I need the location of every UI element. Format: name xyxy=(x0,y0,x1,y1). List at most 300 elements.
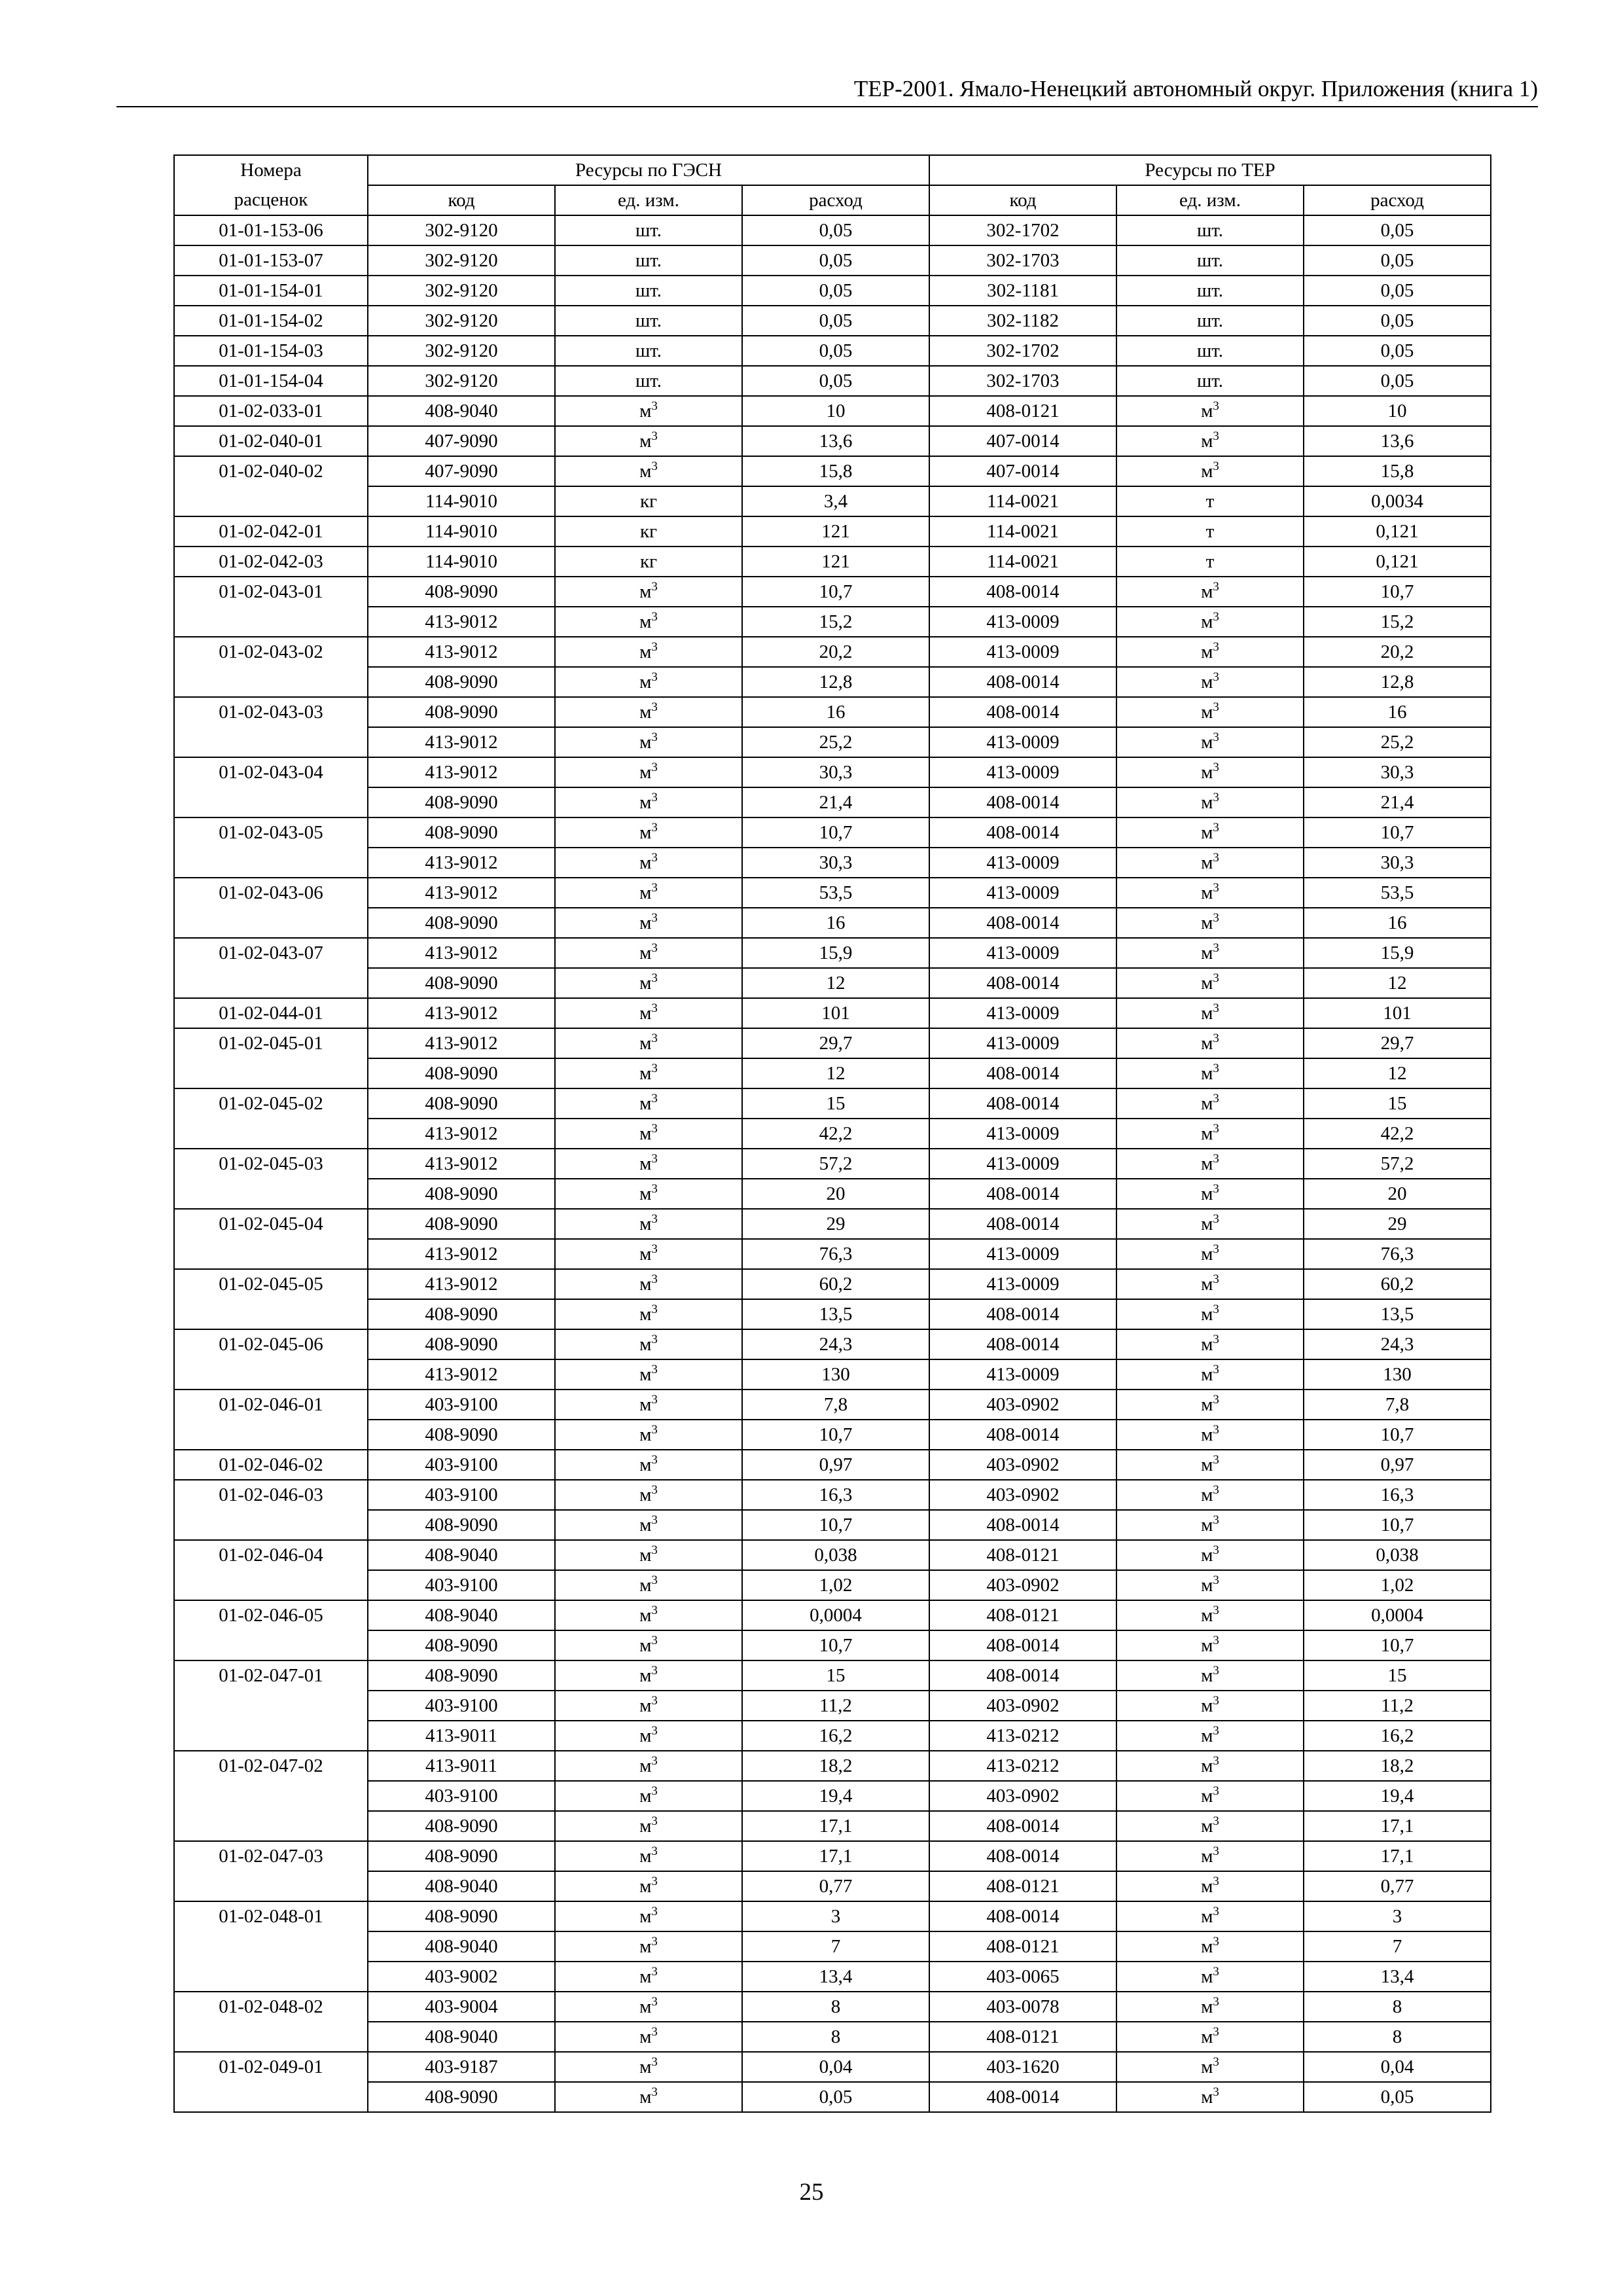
ter-code-cell: 302-1703 xyxy=(929,245,1116,276)
gesn-amount-cell: 30,3 xyxy=(742,848,929,878)
ter-unit-cell: $м^3$ xyxy=(1116,607,1304,637)
ter-code-cell: 408-0014 xyxy=(929,2082,1116,2112)
ter-code-cell: 114-0021 xyxy=(929,547,1116,577)
unit-exponent: 3 xyxy=(651,910,658,925)
gesn-amount-cell: 13,6 xyxy=(742,426,929,456)
table-row xyxy=(174,1931,1491,1962)
gesn-amount-cell: 10,7 xyxy=(742,1630,929,1660)
ter-unit-cell: шт. xyxy=(1116,306,1304,336)
gesn-unit-cell: $м^3$ xyxy=(555,1420,742,1450)
gesn-unit-cell: $м^3$ xyxy=(555,1149,742,1179)
gesn-amount-cell: 1,02 xyxy=(742,1570,929,1600)
unit-exponent: 3 xyxy=(1213,1121,1219,1136)
gesn-amount-cell: 15,8 xyxy=(742,456,929,486)
gesn-amount-cell: 76,3 xyxy=(742,1239,929,1269)
unit-exponent: 3 xyxy=(651,1001,658,1015)
ter-amount-cell: 0,05 xyxy=(1304,215,1491,245)
unit-exponent: 3 xyxy=(1213,1302,1219,1316)
unit-exponent: 3 xyxy=(1213,670,1219,684)
gesn-code-cell: 407-9090 xyxy=(368,456,555,486)
ter-amount-cell: 15 xyxy=(1304,1660,1491,1691)
ter-amount-cell: 0,0034 xyxy=(1304,486,1491,516)
ter-amount-cell: 25,2 xyxy=(1304,727,1491,757)
gesn-code-cell: 413-9012 xyxy=(368,607,555,637)
gesn-unit-cell: кг xyxy=(555,486,742,516)
gesn-unit-cell: $м^3$ xyxy=(555,1450,742,1480)
ter-amount-cell: 0,05 xyxy=(1304,2082,1491,2112)
ter-code-cell: 408-0121 xyxy=(929,1871,1116,1901)
ter-amount-cell: 0,04 xyxy=(1304,2052,1491,2082)
ter-code-cell: 413-0009 xyxy=(929,637,1116,667)
ter-amount-cell: 10,7 xyxy=(1304,1420,1491,1450)
gesn-code-cell: 302-9120 xyxy=(368,366,555,396)
ter-amount-cell: 0,05 xyxy=(1304,276,1491,306)
ter-unit-cell: $м^3$ xyxy=(1116,1540,1304,1570)
ter-unit-cell: $м^3$ xyxy=(1116,1329,1304,1359)
unit-exponent: 3 xyxy=(651,1332,658,1346)
rate-number-cell: 01-02-046-03 xyxy=(174,1480,368,1510)
rate-number-cell xyxy=(174,667,368,697)
unit-exponent: 3 xyxy=(651,1091,658,1105)
gesn-amount-cell: 29 xyxy=(742,1209,929,1239)
ter-amount-cell: 8 xyxy=(1304,1992,1491,2022)
rate-number-cell: 01-01-154-02 xyxy=(174,306,368,336)
unit-exponent: 3 xyxy=(651,1753,658,1768)
unit-exponent: 3 xyxy=(651,1452,658,1467)
ter-code-cell: 403-1620 xyxy=(929,2052,1116,2082)
rate-number-cell: 01-02-045-02 xyxy=(174,1088,368,1119)
gesn-amount-cell: 60,2 xyxy=(742,1269,929,1299)
ter-unit-cell: $м^3$ xyxy=(1116,1359,1304,1390)
gesn-code-cell: 408-9090 xyxy=(368,667,555,697)
gesn-code-cell: 403-9100 xyxy=(368,1781,555,1811)
gesn-unit-cell: $м^3$ xyxy=(555,2052,742,2082)
rate-number-cell: 01-02-046-04 xyxy=(174,1540,368,1570)
ter-amount-cell: 0,121 xyxy=(1304,547,1491,577)
gesn-amount-cell: 16 xyxy=(742,697,929,727)
gesn-code-cell: 114-9010 xyxy=(368,486,555,516)
ter-amount-cell: 15 xyxy=(1304,1088,1491,1119)
ter-code-cell: 114-0021 xyxy=(929,516,1116,547)
ter-unit-cell: $м^3$ xyxy=(1116,998,1304,1028)
rate-number-cell xyxy=(174,968,368,998)
gesn-amount-cell: 11,2 xyxy=(742,1691,929,1721)
ter-amount-cell: 0,05 xyxy=(1304,336,1491,366)
ter-code-cell: 403-0902 xyxy=(929,1570,1116,1600)
ter-code-cell: 413-0009 xyxy=(929,1269,1116,1299)
ter-amount-cell: 60,2 xyxy=(1304,1269,1491,1299)
ter-code-cell: 407-0014 xyxy=(929,456,1116,486)
rate-number-cell: 01-02-047-03 xyxy=(174,1841,368,1871)
unit-exponent: 3 xyxy=(651,2054,658,2069)
table-row xyxy=(174,577,1491,607)
rate-number-cell xyxy=(174,2082,368,2112)
gesn-unit-cell: кг xyxy=(555,547,742,577)
table-header xyxy=(174,155,1491,215)
table-row xyxy=(174,547,1491,577)
ter-code-cell: 114-0021 xyxy=(929,486,1116,516)
ter-unit-cell: $м^3$ xyxy=(1116,757,1304,787)
col-num-header-line1: Номера xyxy=(240,160,302,181)
table-row xyxy=(174,607,1491,637)
gesn-code-cell: 413-9012 xyxy=(368,1239,555,1269)
unit-exponent: 3 xyxy=(1213,700,1219,714)
unit-exponent: 3 xyxy=(1213,579,1219,594)
table-row xyxy=(174,1329,1491,1359)
ter-code-cell: 408-0014 xyxy=(929,1058,1116,1088)
ter-code-cell: 413-0009 xyxy=(929,757,1116,787)
unit-exponent: 3 xyxy=(651,1422,658,1437)
gesn-unit-cell: $м^3$ xyxy=(555,1179,742,1209)
unit-exponent: 3 xyxy=(651,880,658,895)
ter-unit-cell: $м^3$ xyxy=(1116,1721,1304,1751)
gesn-code-cell: 114-9010 xyxy=(368,516,555,547)
ter-unit-cell: $м^3$ xyxy=(1116,396,1304,426)
ter-unit-cell: $м^3$ xyxy=(1116,1420,1304,1450)
ter-code-cell: 413-0212 xyxy=(929,1751,1116,1781)
gesn-unit-cell: $м^3$ xyxy=(555,1721,742,1751)
ter-unit-cell: $м^3$ xyxy=(1116,1630,1304,1660)
ter-unit-cell: $м^3$ xyxy=(1116,1058,1304,1088)
ter-code-cell: 403-0078 xyxy=(929,1992,1116,2022)
table-row xyxy=(174,908,1491,938)
ter-code-cell: 408-0014 xyxy=(929,1630,1116,1660)
ter-code-cell: 302-1703 xyxy=(929,366,1116,396)
ter-code-cell: 302-1702 xyxy=(929,215,1116,245)
table-row xyxy=(174,817,1491,848)
gesn-unit-cell: $м^3$ xyxy=(555,1841,742,1871)
ter-amount-cell: 1,02 xyxy=(1304,1570,1491,1600)
unit-exponent: 3 xyxy=(651,1573,658,1587)
table-row xyxy=(174,637,1491,667)
gesn-unit-cell: шт. xyxy=(555,306,742,336)
gesn-amount-cell: 10 xyxy=(742,396,929,426)
table-row xyxy=(174,1751,1491,1781)
unit-exponent: 3 xyxy=(1213,459,1219,473)
ter-code-cell: 408-0014 xyxy=(929,697,1116,727)
ter-unit-cell: $м^3$ xyxy=(1116,1028,1304,1058)
table-row xyxy=(174,1299,1491,1329)
unit-exponent: 3 xyxy=(1213,1242,1219,1256)
table-row xyxy=(174,306,1491,336)
rate-number-cell: 01-02-046-01 xyxy=(174,1390,368,1420)
table-row xyxy=(174,1600,1491,1630)
unit-exponent: 3 xyxy=(1213,1091,1219,1105)
unit-exponent: 3 xyxy=(1213,1964,1219,1979)
gesn-unit-cell: $м^3$ xyxy=(555,1901,742,1931)
table-row xyxy=(174,667,1491,697)
ter-unit-cell: шт. xyxy=(1116,215,1304,245)
gesn-unit-cell: $м^3$ xyxy=(555,1119,742,1149)
ter-unit-cell: $м^3$ xyxy=(1116,1239,1304,1269)
unit-exponent: 3 xyxy=(651,1693,658,1708)
rate-number-cell: 01-02-040-02 xyxy=(174,456,368,486)
gesn-unit-cell: шт. xyxy=(555,245,742,276)
gesn-amount-cell: 8 xyxy=(742,1992,929,2022)
table-row xyxy=(174,848,1491,878)
table-row xyxy=(174,1480,1491,1510)
unit-exponent: 3 xyxy=(1213,1482,1219,1497)
rate-number-cell: 01-02-045-03 xyxy=(174,1149,368,1179)
ter-unit-cell: $м^3$ xyxy=(1116,1480,1304,1510)
rate-number-cell: 01-02-043-04 xyxy=(174,757,368,787)
gesn-unit-cell: $м^3$ xyxy=(555,1269,742,1299)
unit-exponent: 3 xyxy=(1213,1994,1219,2009)
ter-unit-cell: т xyxy=(1116,486,1304,516)
ter-code-cell: 408-0121 xyxy=(929,1540,1116,1570)
gesn-code-cell: 413-9012 xyxy=(368,848,555,878)
rate-number-cell xyxy=(174,1871,368,1901)
rate-number-cell: 01-02-044-01 xyxy=(174,998,368,1028)
ter-amount-cell: 10,7 xyxy=(1304,817,1491,848)
gesn-code-cell: 403-9004 xyxy=(368,1992,555,2022)
ter-code-cell: 413-0009 xyxy=(929,938,1116,968)
gesn-amount-cell: 53,5 xyxy=(742,878,929,908)
unit-exponent: 3 xyxy=(651,1543,658,1557)
table-row xyxy=(174,1962,1491,1992)
gesn-amount-cell: 15,2 xyxy=(742,607,929,637)
gesn-unit-cell: $м^3$ xyxy=(555,396,742,426)
gesn-code-cell: 413-9012 xyxy=(368,1119,555,1149)
gesn-amount-cell: 7,8 xyxy=(742,1390,929,1420)
gesn-code-cell: 413-9012 xyxy=(368,998,555,1028)
unit-exponent: 3 xyxy=(1213,1001,1219,1015)
gesn-code-cell: 408-9090 xyxy=(368,1209,555,1239)
ter-unit-cell: т xyxy=(1116,516,1304,547)
rate-number-cell xyxy=(174,1811,368,1841)
unit-exponent: 3 xyxy=(1213,790,1219,804)
gesn-code-cell: 403-9100 xyxy=(368,1691,555,1721)
table-row xyxy=(174,276,1491,306)
rate-number-cell xyxy=(174,848,368,878)
ter-amount-cell: 16 xyxy=(1304,908,1491,938)
unit-exponent: 3 xyxy=(1213,850,1219,865)
gesn-unit-cell: $м^3$ xyxy=(555,667,742,697)
gesn-amount-cell: 0,05 xyxy=(742,2082,929,2112)
gesn-amount-cell: 25,2 xyxy=(742,727,929,757)
gesn-unit-cell: $м^3$ xyxy=(555,607,742,637)
ter-unit-cell: шт. xyxy=(1116,366,1304,396)
rate-number-cell: 01-02-045-05 xyxy=(174,1269,368,1299)
unit-exponent: 3 xyxy=(1213,1392,1219,1407)
gesn-amount-cell: 0,05 xyxy=(742,306,929,336)
ter-unit-cell: $м^3$ xyxy=(1116,968,1304,998)
unit-exponent: 3 xyxy=(651,1242,658,1256)
gesn-amount-cell: 17,1 xyxy=(742,1841,929,1871)
unit-exponent: 3 xyxy=(1213,429,1219,443)
ter-amount-cell: 16,3 xyxy=(1304,1480,1491,1510)
unit-exponent: 3 xyxy=(651,2024,658,2039)
gesn-amount-cell: 15,9 xyxy=(742,938,929,968)
gesn-amount-cell: 18,2 xyxy=(742,1751,929,1781)
gesn-unit-cell: $м^3$ xyxy=(555,2022,742,2052)
gesn-amount-cell: 10,7 xyxy=(742,1420,929,1450)
ter-amount-cell: 13,6 xyxy=(1304,426,1491,456)
unit-exponent: 3 xyxy=(1213,1543,1219,1557)
ter-amount-cell: 24,3 xyxy=(1304,1329,1491,1359)
unit-exponent: 3 xyxy=(651,1964,658,1979)
gesn-unit-cell: $м^3$ xyxy=(555,1058,742,1088)
unit-exponent: 3 xyxy=(651,2085,658,2099)
table-row xyxy=(174,1841,1491,1871)
table-body xyxy=(174,215,1491,2112)
table-row xyxy=(174,1721,1491,1751)
gesn-code-cell: 408-9090 xyxy=(368,1660,555,1691)
gesn-code-cell: 403-9100 xyxy=(368,1450,555,1480)
ter-amount-cell: 17,1 xyxy=(1304,1811,1491,1841)
ter-code-cell: 403-0902 xyxy=(929,1691,1116,1721)
unit-exponent: 3 xyxy=(651,1302,658,1316)
gesn-code-cell: 302-9120 xyxy=(368,245,555,276)
gesn-amount-cell: 13,4 xyxy=(742,1962,929,1992)
unit-exponent: 3 xyxy=(651,1211,658,1226)
table-row xyxy=(174,697,1491,727)
unit-exponent: 3 xyxy=(1213,1633,1219,1647)
ter-code-cell: 413-0212 xyxy=(929,1721,1116,1751)
gesn-unit-cell: $м^3$ xyxy=(555,1088,742,1119)
unit-exponent: 3 xyxy=(651,1934,658,1948)
ter-code-cell: 413-0009 xyxy=(929,607,1116,637)
gesn-code-cell: 413-9012 xyxy=(368,757,555,787)
group-header-gesn: Ресурсы по ГЭСН xyxy=(368,155,929,185)
ter-unit-cell: $м^3$ xyxy=(1116,1962,1304,1992)
ter-amount-cell: 0,0004 xyxy=(1304,1600,1491,1630)
ter-code-cell: 408-0121 xyxy=(929,1931,1116,1962)
gesn-unit-cell: $м^3$ xyxy=(555,1510,742,1540)
rate-number-cell: 01-01-154-01 xyxy=(174,276,368,306)
unit-exponent: 3 xyxy=(651,1061,658,1075)
gesn-unit-cell: $м^3$ xyxy=(555,1028,742,1058)
gesn-code-cell: 408-9090 xyxy=(368,1179,555,1209)
table-row xyxy=(174,878,1491,908)
gesn-amount-cell: 0,0004 xyxy=(742,1600,929,1630)
rate-number-cell: 01-02-043-01 xyxy=(174,577,368,607)
gesn-unit-cell: шт. xyxy=(555,336,742,366)
gesn-amount-cell: 3 xyxy=(742,1901,929,1931)
table-row xyxy=(174,938,1491,968)
ter-unit-cell: $м^3$ xyxy=(1116,1781,1304,1811)
unit-exponent: 3 xyxy=(651,1272,658,1286)
ter-unit-cell: шт. xyxy=(1116,276,1304,306)
unit-exponent: 3 xyxy=(1213,1362,1219,1376)
unit-exponent: 3 xyxy=(1213,1934,1219,1948)
table-row xyxy=(174,787,1491,817)
table-row xyxy=(174,516,1491,547)
ter-unit-cell: $м^3$ xyxy=(1116,1691,1304,1721)
gesn-amount-cell: 7 xyxy=(742,1931,929,1962)
unit-exponent: 3 xyxy=(1213,2085,1219,2099)
ter-code-cell: 408-0014 xyxy=(929,1510,1116,1540)
gesn-amount-cell: 0,05 xyxy=(742,215,929,245)
gesn-amount-cell: 0,05 xyxy=(742,366,929,396)
unit-exponent: 3 xyxy=(1213,1452,1219,1467)
gesn-unit-cell: $м^3$ xyxy=(555,1781,742,1811)
gesn-code-cell: 403-9100 xyxy=(368,1390,555,1420)
table-row xyxy=(174,998,1491,1028)
ter-code-cell: 408-0014 xyxy=(929,1420,1116,1450)
gesn-code-cell: 302-9120 xyxy=(368,306,555,336)
unit-exponent: 3 xyxy=(651,1181,658,1196)
ter-unit-cell: $м^3$ xyxy=(1116,2082,1304,2112)
ter-unit-cell: $м^3$ xyxy=(1116,1269,1304,1299)
ter-unit-cell: $м^3$ xyxy=(1116,787,1304,817)
ter-unit-cell: $м^3$ xyxy=(1116,456,1304,486)
gesn-unit-cell: $м^3$ xyxy=(555,1811,742,1841)
ter-code-cell: 408-0014 xyxy=(929,1811,1116,1841)
rate-number-cell xyxy=(174,1630,368,1660)
unit-exponent: 3 xyxy=(1213,971,1219,985)
gesn-unit-cell: $м^3$ xyxy=(555,817,742,848)
ter-amount-cell: 13,4 xyxy=(1304,1962,1491,1992)
rate-number-cell: 01-01-154-03 xyxy=(174,336,368,366)
gesn-unit-cell: $м^3$ xyxy=(555,1931,742,1962)
ter-amount-cell: 0,05 xyxy=(1304,306,1491,336)
gesn-unit-cell: $м^3$ xyxy=(555,1962,742,1992)
ter-amount-cell: 11,2 xyxy=(1304,1691,1491,1721)
unit-exponent: 3 xyxy=(651,760,658,774)
unit-exponent: 3 xyxy=(1213,609,1219,624)
table-row xyxy=(174,1811,1491,1841)
gesn-amount-cell: 0,04 xyxy=(742,2052,929,2082)
unit-exponent: 3 xyxy=(1213,941,1219,955)
ter-amount-cell: 30,3 xyxy=(1304,848,1491,878)
ter-amount-cell: 8 xyxy=(1304,2022,1491,2052)
gesn-amount-cell: 130 xyxy=(742,1359,929,1390)
ter-code-cell: 403-0902 xyxy=(929,1781,1116,1811)
gesn-amount-cell: 10,7 xyxy=(742,817,929,848)
unit-exponent: 3 xyxy=(1213,1753,1219,1768)
gesn-amount-cell: 16,3 xyxy=(742,1480,929,1510)
rate-number-cell: 01-02-033-01 xyxy=(174,396,368,426)
unit-exponent: 3 xyxy=(651,820,658,834)
unit-exponent: 3 xyxy=(1213,1814,1219,1828)
ter-unit-cell: $м^3$ xyxy=(1116,727,1304,757)
ter-code-cell: 408-0014 xyxy=(929,1901,1116,1931)
gesn-code-cell: 408-9090 xyxy=(368,908,555,938)
ter-unit-cell: $м^3$ xyxy=(1116,637,1304,667)
rate-number-cell xyxy=(174,1781,368,1811)
table-row xyxy=(174,2082,1491,2112)
unit-exponent: 3 xyxy=(651,1031,658,1045)
gesn-unit-cell: $м^3$ xyxy=(555,1992,742,2022)
unit-exponent: 3 xyxy=(651,459,658,473)
ter-code-cell: 408-0014 xyxy=(929,1660,1116,1691)
gesn-unit-cell: $м^3$ xyxy=(555,998,742,1028)
table-row xyxy=(174,1450,1491,1480)
gesn-unit-cell: $м^3$ xyxy=(555,1209,742,1239)
gesn-code-cell: 413-9012 xyxy=(368,1269,555,1299)
rate-number-cell xyxy=(174,1691,368,1721)
unit-exponent: 3 xyxy=(1213,1784,1219,1798)
unit-exponent: 3 xyxy=(651,670,658,684)
page-number: 25 xyxy=(799,2179,824,2206)
ter-unit-cell: $м^3$ xyxy=(1116,1931,1304,1962)
unit-exponent: 3 xyxy=(1213,1513,1219,1527)
gesn-unit-cell: $м^3$ xyxy=(555,938,742,968)
rate-number-cell xyxy=(174,1179,368,1209)
table-row xyxy=(174,426,1491,456)
ter-code-cell: 408-0121 xyxy=(929,396,1116,426)
gesn-amount-cell: 101 xyxy=(742,998,929,1028)
table-row xyxy=(174,336,1491,366)
gesn-code-cell: 408-9090 xyxy=(368,1510,555,1540)
unit-exponent: 3 xyxy=(651,1603,658,1617)
unit-exponent: 3 xyxy=(1213,1603,1219,1617)
ter-amount-cell: 29 xyxy=(1304,1209,1491,1239)
ter-code-cell: 408-0014 xyxy=(929,908,1116,938)
table-row xyxy=(174,1901,1491,1931)
gesn-amount-cell: 3,4 xyxy=(742,486,929,516)
